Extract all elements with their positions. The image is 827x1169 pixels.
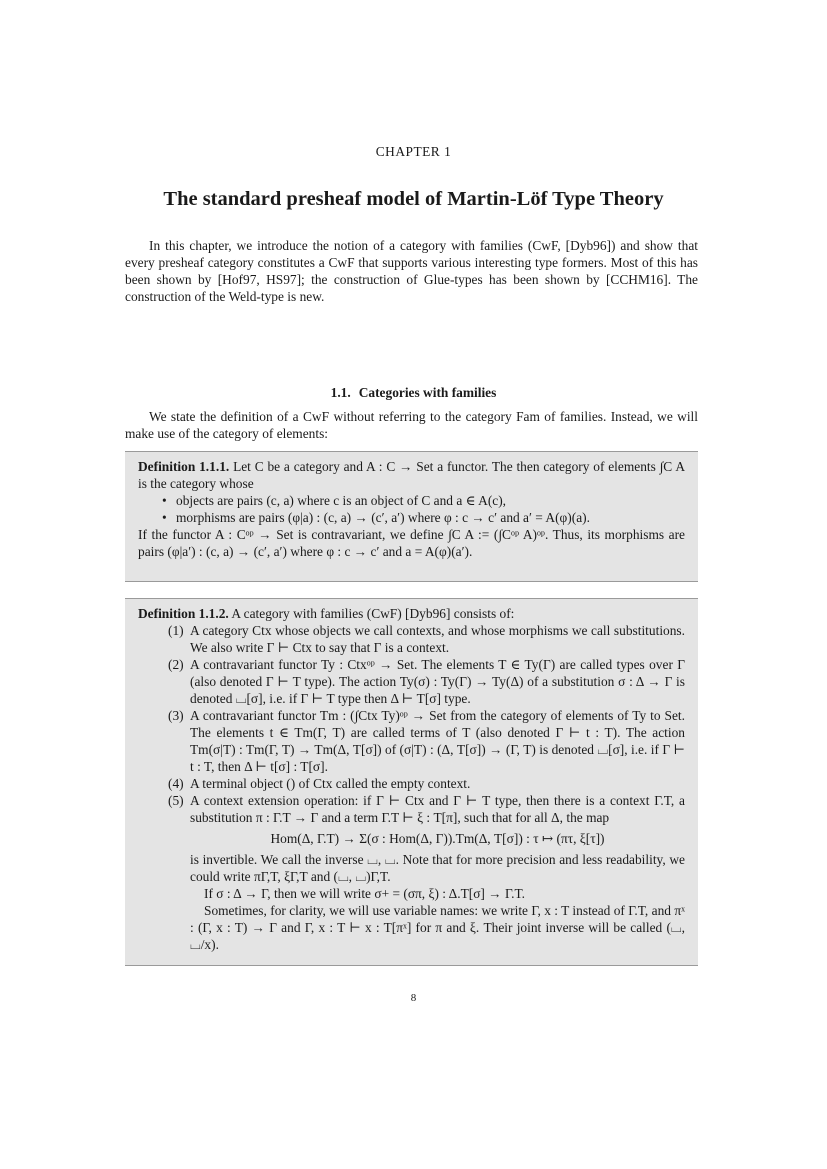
definition-1-label: Definition 1.1.1. [138, 459, 230, 474]
item-number: (4) [168, 776, 184, 791]
list-item: • morphisms are pairs (φ|a) : (c, a) → (c′, a′) where φ : c → c′ and a′ = A(φ)(a). [176, 509, 685, 526]
definition-2-items [138, 622, 685, 953]
item-number: (5) [168, 793, 184, 808]
item-text: A contravariant functor Ty : Ctxᵒᵖ → Set. The elements T ∈ Ty(Γ) are called types over Γ (also denoted Γ ⊢ T type). The action Ty(σ) : Ty(Γ) → Ty(Δ) of a substitution σ : Δ → Γ is denoted ⌴[σ], i.e. if Γ ⊢ T type then Δ ⊢ T[σ] type. [190, 657, 685, 706]
item-number: (3) [168, 708, 184, 723]
definition-1-bullets [138, 492, 685, 526]
section-title: Categories with families [358, 385, 497, 400]
list-item [168, 656, 685, 707]
definition-2-label: Definition 1.1.2. [138, 606, 229, 621]
item-text: A context extension operation: if Γ ⊢ Ctx and Γ ⊢ T type, then there is a context Γ.T, a substitution π : Γ.T → Γ and a term Γ.T ⊢ ξ : T[π], such that for all Δ, the map [190, 793, 685, 825]
list-item [168, 792, 685, 953]
item-text: A contravariant functor Tm : (∫Ctx Ty)ᵒᵖ → Set from the category of elements of Ty to Set. The elements t ∈ Tm(Γ, T) are called terms of T (also denoted Γ ⊢ t : T). The action Tm(σ|T) : Tm(Γ, T) → Tm(Δ, T[σ]) of (σ|T) : (Δ, T[σ]) → (Γ, T) is denoted ⌴[σ], i.e. if Γ ⊢ t : T, then Δ ⊢ t[σ] : T[σ]. [190, 708, 685, 774]
list-item [168, 622, 685, 656]
definition-1-intro [138, 458, 685, 492]
chapter-label: CHAPTER 1 [375, 144, 452, 159]
list-item: • objects are pairs (c, a) where c is an object of C and a ∈ A(c), [176, 492, 685, 509]
definition-2-intro-line [138, 605, 685, 622]
page-number: 8 [410, 992, 417, 1004]
section-number: 1.1. [330, 385, 351, 400]
paragraph-variables: Sometimes, for clarity, we will use variable names: we write Γ, x : T instead of Γ.T, and πˣ : (Γ, x : T) → Γ and Γ, x : T ⊢ x : T[πˣ] for π and ξ. Their joint inverse will be called (⌴, ⌴/x). [190, 903, 685, 952]
item-text: A terminal object () of Ctx called the empty context. [190, 776, 471, 791]
definition-1-text: Let C be a category and A : C → Set a functor. The then category of elements ∫C A is the category whose [138, 459, 685, 491]
definition-2-intro: A category with families (CwF) [Dyb96] consists of: [231, 606, 515, 621]
definition-1-closing: If the functor A : Cᵒᵖ → Set is contravariant, we define ∫C A := (∫Cᵒᵖ A)ᵒᵖ. Thus, its morphisms are pairs (φ|a′) : (c, a) → (c′, a′) where φ : c → c′ and a = A(φ)(a′). [138, 527, 685, 559]
item-number: (1) [168, 623, 184, 638]
chapter-intro: In this chapter, we introduce the notion of a category with families (CwF, [Dyb96]) and show that every presheaf category constitutes a CwF that supports various interesting type formers. Most of this has been shown by [Hof97, HS97]; the construction of Glue-types has been shown by [CCHM16]. The construction of the Weld-type is new. [125, 238, 698, 304]
list-item [168, 707, 685, 775]
item-number: (2) [168, 657, 184, 672]
list-item [168, 775, 685, 792]
paragraph-substitution: If σ : Δ → Γ, then we will write σ+ = (σπ, ξ) : Δ.T[σ] → Γ.T. [204, 886, 525, 901]
chapter-title: The standard presheaf model of Martin-Löf Type Theory [163, 188, 664, 210]
after-display-text: is invertible. We call the inverse ⌴, ⌴. Note that for more precision and less readability, we could write πΓ,T, ξΓ,T and (⌴, ⌴)Γ,T. [190, 852, 685, 884]
item-text: A category Ctx whose objects we call contexts, and whose morphisms we call substitutions. We also write Γ ⊢ Ctx to say that Γ is a context. [190, 623, 685, 655]
definition-box-1 [125, 451, 698, 582]
definition-box-2 [125, 598, 698, 966]
display-equation: Hom(Δ, Γ.T) → Σ(σ : Hom(Δ, Γ)).Tm(Δ, T[σ]) : τ ↦ (πτ, ξ[τ]) [270, 831, 605, 846]
section-intro: We state the definition of a CwF without referring to the category Fam of families. Instead, we will make use of the category of elements: [125, 409, 698, 441]
section-heading [0, 384, 827, 401]
